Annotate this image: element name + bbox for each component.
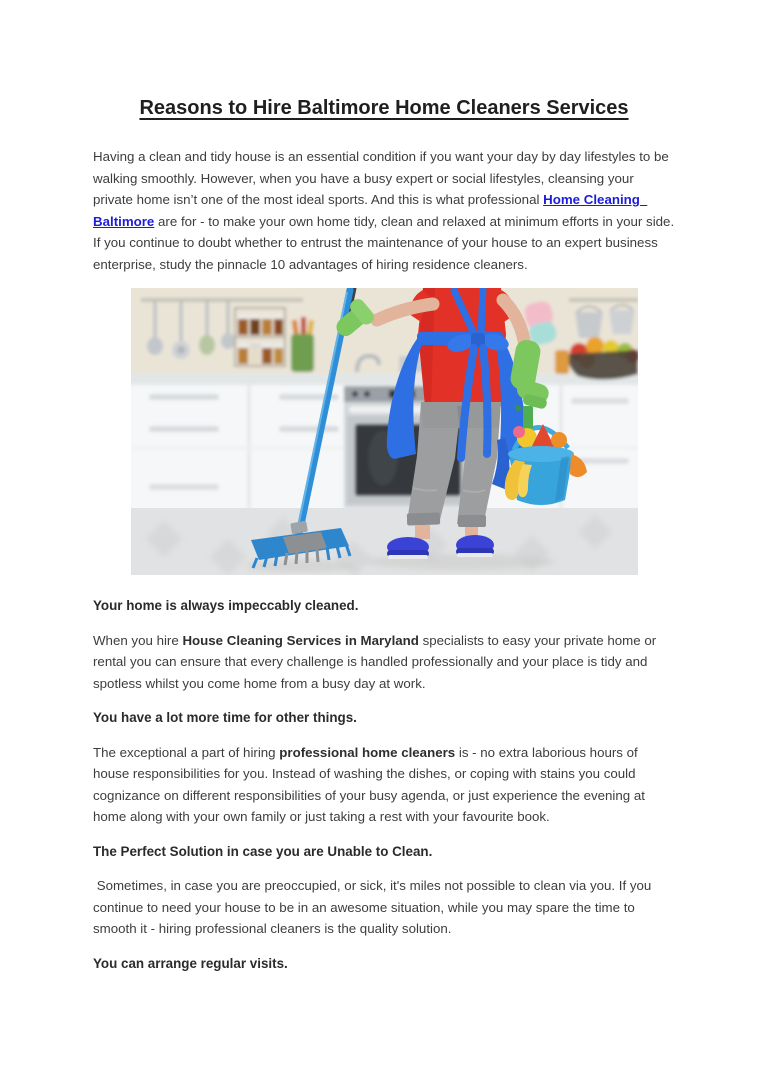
body-text: is - no extra laborious hours of house responsibilities for you. Instead of washing the dishes, or coping with stains you could cognizance on different responsibilities of your busy agenda, or just experience the evening at home along with your own family or just taking a rest with your favourite book. <box>93 744 649 824</box>
section-paragraph-impeccably-cleaned <box>93 630 675 695</box>
section-heading-impeccably-cleaned: Your home is always impeccably cleaned. <box>93 598 359 613</box>
section-paragraph-more-time <box>93 742 675 828</box>
body-text: The exceptional a part of hiring <box>93 744 280 760</box>
bold-text-professional-cleaners: professional home cleaners <box>279 744 456 760</box>
kitchen-cleaner-photo <box>131 288 638 575</box>
home-cleaning-baltimore-link[interactable]: Home Cleaning Baltimore <box>93 192 648 229</box>
utensil-holder <box>291 317 314 372</box>
intro-text-after-link: are for - to make your own home tidy, clean and relaxed at minimum efforts in your side. If you continue to doubt whether to entrust the maintenance of your house to an expert business enterprise, study the pinnacle 10 advantages of hiring residence cleaners. <box>93 213 678 272</box>
counter-jar <box>555 350 569 374</box>
floor <box>131 508 638 575</box>
body-text: Sometimes, in case you are preoccupied, or sick, it's miles not possible to clean via you. If you continue to need your house to be in an awesome situation, while you may spare the time to smooth it - hiring professional cleaners is the quality solution. <box>93 878 656 936</box>
bold-text-maryland-services: House Cleaning Services in Maryland <box>182 632 419 648</box>
section-heading-perfect-solution: The Perfect Solution in case you are Unable to Clean. <box>93 843 433 859</box>
spice-rack <box>235 308 285 366</box>
section-heading-more-time: You have a lot more time for other things. <box>93 710 357 725</box>
body-text: specialists to easy your private home or rental you can ensure that every challenge is handled professionally and your place is tidy and spotless whilst you come home from a busy day at work. <box>93 632 660 691</box>
section-heading-regular-visits: You can arrange regular visits. <box>93 955 288 971</box>
fruit-bowl <box>567 337 638 380</box>
page-title: Reasons to Hire Baltimore Home Cleaners Services <box>139 97 629 119</box>
body-text: When you hire <box>93 632 183 648</box>
section-paragraph-perfect-solution <box>93 875 675 940</box>
intro-paragraph <box>93 146 678 275</box>
intro-text-before-link: Having a clean and tidy house is an essential condition if you want your day by day lifestyles to be walking smoothly. However, when you have a busy expert or social lifestyles, cleansing your private home isn’t one of the most ideal sports. And this is what professional <box>93 149 673 207</box>
